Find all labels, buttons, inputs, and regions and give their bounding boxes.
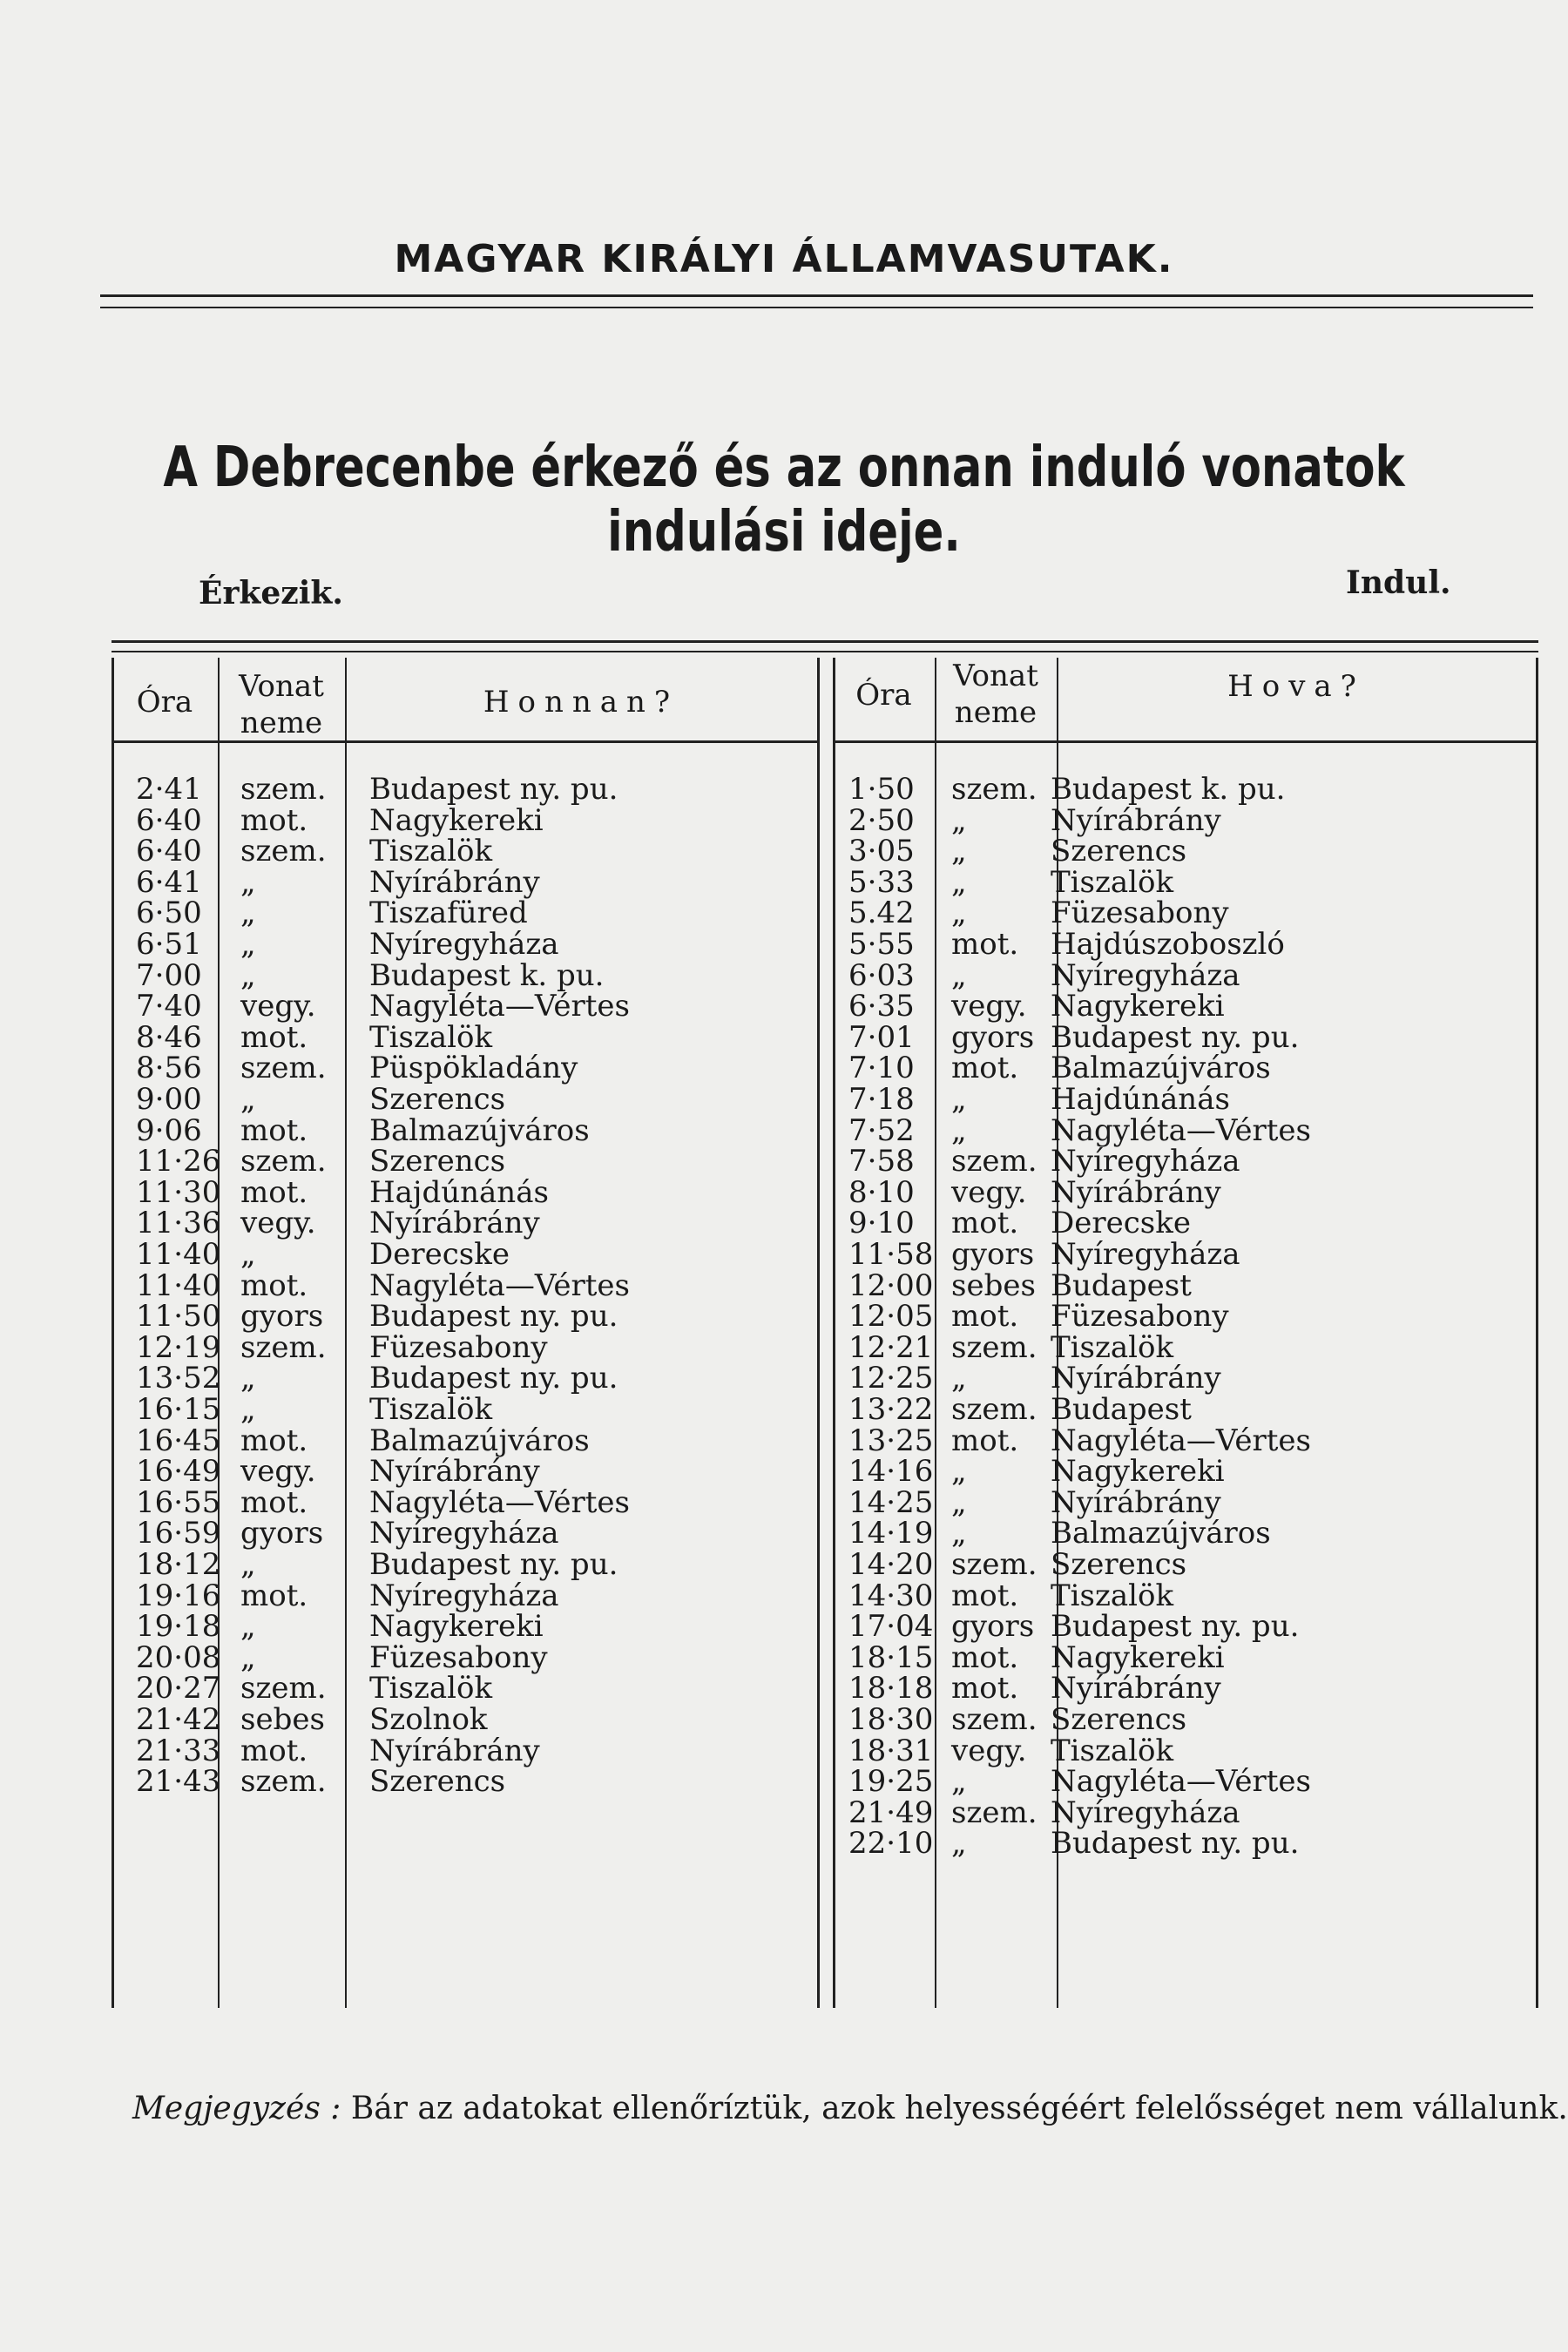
station-cell: Szerencs: [1051, 1702, 1187, 1737]
table-row: [112, 1299, 817, 1335]
station-cell: Budapest ny. pu.: [1051, 1826, 1300, 1862]
time-cell: 6·40: [136, 834, 202, 869]
table-row: [112, 1580, 817, 1612]
train-type-cell: „: [951, 957, 967, 993]
time-cell: 19·18: [136, 1609, 221, 1645]
train-type-cell: „: [240, 864, 256, 900]
time-cell: 5·33: [848, 864, 915, 900]
train-type-cell: mot.: [951, 1423, 1019, 1458]
table-row: [112, 1609, 817, 1645]
table-row: [833, 1267, 1538, 1303]
station-cell: Derecske: [1051, 1206, 1191, 1241]
time-cell: 7·01: [848, 1019, 915, 1055]
table-row: [833, 1454, 1538, 1490]
table-row: [833, 1549, 1538, 1580]
time-cell: 14·16: [848, 1454, 934, 1490]
time-cell: 9·06: [136, 1112, 202, 1148]
train-type-cell: vegy.: [951, 989, 1027, 1024]
station-cell: Budapest: [1051, 1267, 1192, 1303]
station-cell: Füzesabony: [369, 1639, 548, 1675]
table-row: [112, 1084, 817, 1115]
train-type-cell: szem.: [240, 772, 327, 807]
time-cell: 11·30: [136, 1174, 221, 1210]
time-cell: 18·18: [848, 1671, 934, 1707]
time-cell: 3·05: [848, 834, 915, 869]
table-row: [833, 1639, 1538, 1675]
train-type-cell: mot.: [240, 1019, 308, 1055]
type-header-line1: Vonat: [239, 669, 324, 704]
table-row: [112, 864, 817, 900]
time-cell: 8·46: [136, 1019, 202, 1055]
time-cell: 21·49: [848, 1794, 934, 1830]
table-row: [112, 1735, 817, 1767]
table-row: [112, 835, 817, 867]
time-cell: 16·55: [136, 1484, 221, 1520]
train-type-cell: mot.: [240, 1484, 308, 1520]
time-cell: 18·31: [848, 1733, 934, 1768]
table-row: [112, 1174, 817, 1210]
time-cell: 7·58: [848, 1144, 915, 1179]
station-cell: Hajdúszoboszló: [1051, 927, 1285, 962]
train-type-cell: „: [951, 802, 967, 838]
timetable: [112, 640, 1538, 2008]
station-cell: Nyíregyháza: [369, 1516, 559, 1551]
station-cell: Püspökladány: [369, 1051, 578, 1086]
time-cell: 18·30: [848, 1702, 934, 1737]
time-cell: 16·49: [136, 1454, 221, 1490]
train-type-cell: szem.: [240, 1144, 327, 1179]
time-cell: 16·15: [136, 1392, 221, 1427]
time-cell: 14·30: [848, 1578, 934, 1613]
station-cell: Budapest ny. pu.: [1051, 1609, 1300, 1645]
station-cell: Szerencs: [369, 1764, 506, 1800]
time-cell: 11·40: [136, 1267, 221, 1303]
station-cell: Nyírábrány: [1051, 1484, 1221, 1520]
time-cell: 11·36: [136, 1206, 221, 1241]
table-row: [833, 1112, 1538, 1148]
train-type-cell: szem.: [951, 1144, 1037, 1179]
train-type-cell: szem.: [240, 1671, 327, 1707]
station-cell: Budapest: [1051, 1392, 1192, 1427]
departures-to-header: Hova?: [1227, 669, 1365, 704]
train-type-cell: mot.: [240, 1112, 308, 1148]
time-cell: 14·19: [848, 1516, 934, 1551]
table-row: [833, 990, 1538, 1022]
station-cell: Nyírábrány: [1051, 802, 1221, 838]
time-cell: 9·00: [136, 1082, 202, 1117]
station-cell: Nagykereki: [1051, 989, 1225, 1024]
time-cell: 7·10: [848, 1051, 915, 1086]
table-row: [112, 1639, 817, 1675]
table-row: [833, 1484, 1538, 1520]
table-row: [833, 1735, 1538, 1767]
footnote-text: Bár az adatokat ellenőríztük, azok helyességéért felelősséget nem vállalunk.: [350, 2091, 1568, 2126]
departures-label: Indul.: [1346, 564, 1451, 601]
time-cell: 19·16: [136, 1578, 221, 1613]
time-cell: 16·59: [136, 1516, 221, 1551]
column-divider: [817, 658, 820, 2008]
train-type-cell: sebes: [240, 1702, 325, 1737]
arrivals-from-header: Honnan?: [483, 685, 679, 720]
train-type-cell: mot.: [951, 1051, 1019, 1086]
table-row: [833, 1794, 1538, 1830]
table-row: [112, 802, 817, 838]
station-cell: Nagyléta—Vértes: [369, 989, 630, 1024]
time-cell: 12·05: [848, 1299, 934, 1335]
train-type-cell: „: [240, 1639, 256, 1675]
train-type-cell: „: [951, 1764, 967, 1800]
time-cell: 11·50: [136, 1299, 221, 1335]
table-row: [833, 835, 1538, 867]
station-cell: Hajdúnánás: [1051, 1082, 1230, 1117]
train-type-cell: szem.: [951, 1329, 1037, 1365]
train-type-cell: szem.: [951, 1547, 1037, 1582]
station-cell: Nyíregyháza: [1051, 1794, 1240, 1830]
time-cell: 7·40: [136, 989, 202, 1024]
train-type-cell: mot.: [951, 1671, 1019, 1707]
time-cell: 9·10: [848, 1206, 915, 1241]
footnote-label: Megjegyzés :: [132, 2091, 341, 2126]
station-cell: Balmazújváros: [1051, 1051, 1271, 1086]
table-row: [112, 1112, 817, 1148]
train-type-cell: mot.: [240, 1174, 308, 1210]
train-type-cell: mot.: [240, 1267, 308, 1303]
table-row: [112, 1454, 817, 1490]
station-cell: Szerencs: [369, 1082, 506, 1117]
table-row: [833, 1084, 1538, 1115]
station-cell: Nagykereki: [1051, 1454, 1225, 1490]
time-cell: 13·25: [848, 1423, 934, 1458]
train-type-cell: mot.: [240, 802, 308, 838]
time-cell: 12·25: [848, 1361, 934, 1396]
station-cell: Derecske: [369, 1237, 510, 1272]
table-row: [112, 1549, 817, 1580]
table-row: [112, 1207, 817, 1239]
station-cell: Tiszalök: [1051, 1733, 1174, 1768]
train-type-cell: „: [240, 1609, 256, 1645]
table-row: [112, 929, 817, 960]
train-type-cell: vegy.: [240, 1206, 316, 1241]
station-cell: Nyíregyháza: [1051, 957, 1240, 993]
train-type-cell: vegy.: [240, 989, 316, 1024]
table-row: [833, 1239, 1538, 1270]
time-cell: 19·25: [848, 1764, 934, 1800]
table-row: [112, 1671, 817, 1707]
station-cell: Tiszalök: [1051, 1578, 1174, 1613]
train-type-cell: „: [951, 1112, 967, 1148]
time-cell: 20·27: [136, 1671, 221, 1707]
station-cell: Szolnok: [369, 1702, 488, 1737]
table-row: [112, 1052, 817, 1084]
station-cell: Hajdúnánás: [369, 1174, 549, 1210]
table-top-rule-secondary: [112, 651, 1538, 652]
station-cell: Budapest k. pu.: [1051, 772, 1286, 807]
station-cell: Nagykereki: [369, 1609, 544, 1645]
train-type-cell: „: [951, 1361, 967, 1396]
table-row: [833, 1517, 1538, 1549]
station-cell: Budapest ny. pu.: [369, 772, 618, 807]
train-type-cell: szem.: [240, 1329, 327, 1365]
table-row: [833, 1052, 1538, 1084]
time-cell: 6·35: [848, 989, 915, 1024]
time-cell: 8·56: [136, 1051, 202, 1086]
time-cell: 16·45: [136, 1423, 221, 1458]
station-cell: Nagyléta—Vértes: [1051, 1112, 1311, 1148]
train-type-cell: „: [951, 834, 967, 869]
train-type-cell: „: [951, 864, 967, 900]
table-row: [833, 1174, 1538, 1210]
station-cell: Nagyléta—Vértes: [1051, 1764, 1311, 1800]
time-cell: 6·03: [848, 957, 915, 993]
train-type-cell: „: [240, 1392, 256, 1427]
train-type-cell: „: [951, 896, 967, 931]
table-row: [833, 1299, 1538, 1335]
table-row: [112, 990, 817, 1022]
time-cell: 20·08: [136, 1639, 221, 1675]
time-cell: 13·52: [136, 1361, 221, 1396]
train-type-cell: mot.: [240, 1578, 308, 1613]
time-cell: 7·52: [848, 1112, 915, 1148]
footnote: [132, 2091, 1568, 2126]
station-cell: Füzesabony: [1051, 1299, 1229, 1335]
station-cell: Nagykereki: [369, 802, 544, 838]
station-cell: Budapest k. pu.: [369, 957, 605, 993]
train-type-cell: „: [951, 1484, 967, 1520]
time-cell: 6·41: [136, 864, 202, 900]
time-cell: 12·21: [848, 1329, 934, 1365]
station-cell: Balmazújváros: [369, 1112, 590, 1148]
header-rule: [100, 294, 1533, 297]
station-cell: Tiszalök: [369, 1671, 493, 1707]
station-cell: Füzesabony: [369, 1329, 548, 1365]
train-type-cell: szem.: [240, 1764, 327, 1800]
table-row: [112, 1484, 817, 1520]
train-type-cell: szem.: [951, 1392, 1037, 1427]
table-row: [833, 1609, 1538, 1645]
time-cell: 7·00: [136, 957, 202, 993]
table-row: [112, 1704, 817, 1735]
train-type-cell: „: [240, 1547, 256, 1582]
table-row: [112, 1425, 817, 1456]
train-type-cell: mot.: [951, 927, 1019, 962]
train-type-cell: mot.: [951, 1578, 1019, 1613]
arrivals-type-header: [218, 668, 345, 741]
train-type-cell: szem.: [951, 1702, 1037, 1737]
arrivals-time-header: Óra: [136, 685, 193, 720]
train-type-cell: vegy.: [240, 1454, 316, 1490]
table-row: [112, 1019, 817, 1055]
station-cell: Nyíregyháza: [369, 927, 559, 962]
table-row: [112, 957, 817, 993]
table-row: [112, 1146, 817, 1177]
train-type-cell: „: [240, 927, 256, 962]
station-cell: Nyírábrány: [1051, 1361, 1221, 1396]
train-type-cell: „: [951, 1454, 967, 1490]
time-cell: 13·22: [848, 1392, 934, 1427]
table-row: [112, 1764, 817, 1800]
table-row: [833, 1207, 1538, 1239]
table-row: [833, 897, 1538, 929]
train-type-cell: gyors: [951, 1237, 1035, 1272]
arrivals-label: Érkezik.: [199, 575, 343, 612]
time-cell: 1·50: [848, 772, 915, 807]
train-type-cell: mot.: [951, 1299, 1019, 1335]
train-type-cell: „: [240, 1082, 256, 1117]
table-row: [112, 1362, 817, 1394]
type-header-line2: neme: [954, 695, 1037, 730]
station-cell: Budapest ny. pu.: [369, 1361, 618, 1396]
train-type-cell: gyors: [240, 1299, 324, 1335]
table-row: [112, 774, 817, 805]
table-row: [833, 1425, 1538, 1456]
table-row: [833, 1826, 1538, 1862]
time-cell: 18·15: [848, 1639, 934, 1675]
station-cell: Tiszalök: [1051, 1329, 1174, 1365]
train-type-cell: „: [240, 1237, 256, 1272]
station-cell: Nyírábrány: [369, 1454, 540, 1490]
station-cell: Nyírábrány: [369, 1733, 540, 1768]
table-row: [833, 1329, 1538, 1365]
table-row: [833, 1362, 1538, 1394]
train-type-cell: mot.: [240, 1423, 308, 1458]
station-cell: Tiszalök: [1051, 864, 1174, 900]
train-type-cell: vegy.: [951, 1174, 1027, 1210]
station-cell: Nagyléta—Vértes: [1051, 1423, 1311, 1458]
time-cell: 21·43: [136, 1764, 221, 1800]
table-row: [833, 1580, 1538, 1612]
train-type-cell: sebes: [951, 1267, 1036, 1303]
station-cell: Budapest ny. pu.: [369, 1547, 618, 1582]
train-type-cell: „: [240, 1361, 256, 1396]
table-row: [833, 1019, 1538, 1055]
train-type-cell: gyors: [951, 1609, 1035, 1645]
time-cell: 18·12: [136, 1547, 221, 1582]
station-cell: Tiszalök: [369, 834, 493, 869]
train-type-cell: szem.: [951, 772, 1037, 807]
station-cell: Budapest ny. pu.: [1051, 1019, 1300, 1055]
table-row: [112, 1394, 817, 1425]
table-top-rule: [112, 640, 1538, 643]
table-row: [833, 1671, 1538, 1707]
time-cell: 2·50: [848, 802, 915, 838]
time-cell: 14·25: [848, 1484, 934, 1520]
train-type-cell: mot.: [951, 1206, 1019, 1241]
train-type-cell: „: [951, 1082, 967, 1117]
train-type-cell: szem.: [240, 834, 327, 869]
time-cell: 14·20: [848, 1547, 934, 1582]
train-type-cell: szem.: [240, 1051, 327, 1086]
page-title: A Debrecenbe érkező és az onnan induló vonatok indulási ideje.: [163, 436, 1405, 564]
train-type-cell: szem.: [951, 1794, 1037, 1830]
table-row: [833, 957, 1538, 993]
type-header-line1: Vonat: [953, 659, 1038, 693]
table-row: [112, 897, 817, 929]
table-row: [833, 1764, 1538, 1800]
header-rule-secondary: [100, 307, 1533, 308]
train-type-cell: mot.: [951, 1639, 1019, 1675]
station-cell: Nyíregyháza: [1051, 1237, 1240, 1272]
type-header-line2: neme: [240, 706, 323, 740]
table-row: [833, 774, 1538, 805]
time-cell: 22·10: [848, 1826, 934, 1862]
station-cell: Füzesabony: [1051, 896, 1229, 931]
train-type-cell: gyors: [240, 1516, 324, 1551]
station-cell: Nyíregyháza: [369, 1578, 559, 1613]
table-row: [112, 1329, 817, 1365]
time-cell: 5·55: [848, 927, 915, 962]
station-cell: Nagykereki: [1051, 1639, 1225, 1675]
station-cell: Szerencs: [1051, 834, 1187, 869]
time-cell: 6·51: [136, 927, 202, 962]
train-type-cell: vegy.: [951, 1733, 1027, 1768]
time-cell: 21·42: [136, 1702, 221, 1737]
time-cell: 6·40: [136, 802, 202, 838]
time-cell: 11·26: [136, 1144, 221, 1179]
departures-type-header: [935, 658, 1057, 731]
station-cell: Nyírábrány: [1051, 1671, 1221, 1707]
train-type-cell: „: [240, 896, 256, 931]
table-row: [833, 1146, 1538, 1177]
time-cell: 11·58: [848, 1237, 934, 1272]
table-row: [833, 864, 1538, 900]
station-cell: Nyírábrány: [369, 864, 540, 900]
train-type-cell: „: [951, 1826, 967, 1862]
station-cell: Szerencs: [1051, 1547, 1187, 1582]
time-cell: 11·40: [136, 1237, 221, 1272]
train-type-cell: „: [240, 957, 256, 993]
station-cell: Balmazújváros: [1051, 1516, 1271, 1551]
time-cell: 6·50: [136, 896, 202, 931]
station-cell: Tiszafüred: [369, 896, 528, 931]
station-cell: Tiszalök: [369, 1019, 493, 1055]
station-cell: Balmazújváros: [369, 1423, 590, 1458]
departures-time-header: Óra: [855, 678, 912, 713]
table-row: [833, 929, 1538, 960]
time-cell: 12·00: [848, 1267, 934, 1303]
station-cell: Tiszalök: [369, 1392, 493, 1427]
station-cell: Nagyléta—Vértes: [369, 1267, 630, 1303]
table-row: [833, 1704, 1538, 1735]
time-cell: 21·33: [136, 1733, 221, 1768]
table-row: [112, 1239, 817, 1270]
header-title: MAGYAR KIRÁLYI ÁLLAMVASUTAK.: [394, 237, 1174, 281]
station-cell: Budapest ny. pu.: [369, 1299, 618, 1335]
departures-header-rule: [835, 740, 1538, 743]
train-type-cell: mot.: [240, 1733, 308, 1768]
train-type-cell: „: [951, 1516, 967, 1551]
table-row: [112, 1517, 817, 1549]
table-row: [833, 1394, 1538, 1425]
time-cell: 7·18: [848, 1082, 915, 1117]
time-cell: 8·10: [848, 1174, 915, 1210]
time-cell: 2·41: [136, 772, 202, 807]
time-cell: 12·19: [136, 1329, 221, 1365]
station-cell: Nagyléta—Vértes: [369, 1484, 630, 1520]
time-cell: 17·04: [848, 1609, 934, 1645]
table-row: [112, 1267, 817, 1303]
table-row: [833, 802, 1538, 838]
station-cell: Nyírábrány: [1051, 1174, 1221, 1210]
time-cell: 5.42: [848, 896, 915, 931]
train-type-cell: gyors: [951, 1019, 1035, 1055]
station-cell: Nyíregyháza: [1051, 1144, 1240, 1179]
station-cell: Nyírábrány: [369, 1206, 540, 1241]
station-cell: Szerencs: [369, 1144, 506, 1179]
